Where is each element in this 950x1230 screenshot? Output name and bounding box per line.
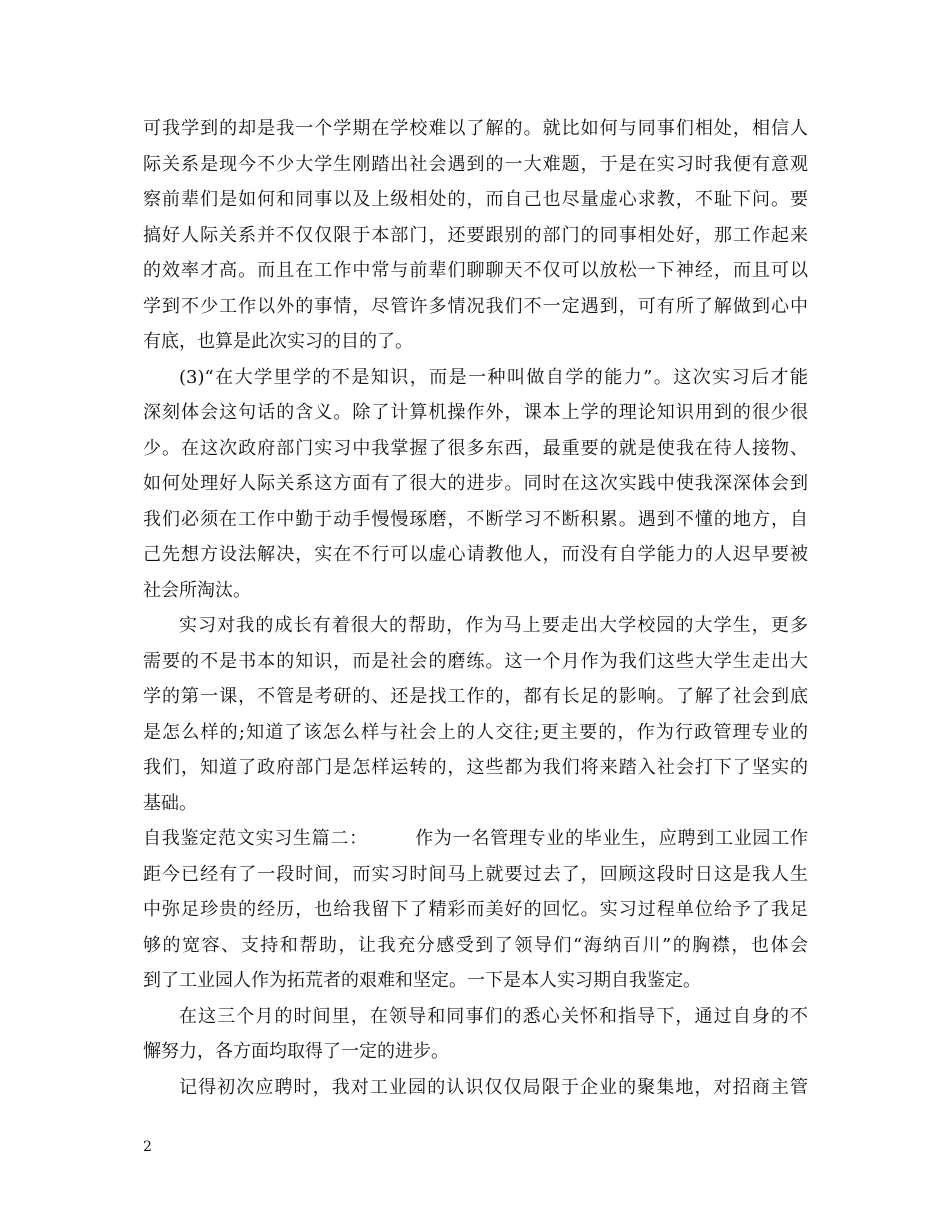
text-line: 可我学到的却是我一个学期在学校难以了解的。就比如何与同事们相处，相信人 [143,118,808,139]
document-body [143,111,808,1105]
text-line: 我们，知道了政府部门是怎样运转的，这些都为我们将来踏入社会打下了坚实的 [143,757,808,778]
text-line: 是怎么样的;知道了该怎么样与社会上的人交往;更主要的，作为行政管理专业的 [143,721,808,743]
text-line: 到了工业园人作为拓荒者的艰难和坚定。一下是本人实习期自我鉴定。 [143,970,701,991]
text-line: 的效率才高。而且在工作中常与前辈们聊聊天不仅可以放松一下神经，而且可以 [143,260,808,281]
text-line: 社会所淘汰。 [143,579,251,601]
text-line: 在这三个月的时间里，在领导和同事们的悉心关怀和指导下，通过自身的不 [179,1005,808,1027]
text-line: 际关系是现今不少大学生刚踏出社会遇到的一大难题，于是在实习时我便有意观 [143,153,808,175]
text-line: 察前辈们是如何和同事以及上级相处的，而自己也尽量虚心求教，不耻下问。要 [143,189,808,210]
text-line: 少。在这次政府部门实习中我掌握了很多东西，最重要的就是使我在待人接物、 [143,437,808,459]
text-line: 己先想方设法解决，实在不行可以虚心请教他人，而没有自学能力的人迟早要被 [143,544,808,565]
text-line: 记得初次应聘时，我对工业园的认识仅仅局限于企业的聚集地，对招商主管 [179,1076,808,1098]
text-line: 实习对我的成长有着很大的帮助，作为马上要走出大学校园的大学生，更多 [179,615,808,636]
text-line: 够的宽容、支持和帮助，让我充分感受到了领导们“海纳百川”的胸襟，也体会 [143,934,808,956]
text-line: 懈努力，各方面均取得了一定的进步。 [143,1041,449,1062]
page-number: 2 [143,1139,152,1155]
text-line: 中弥足珍贵的经历，也给我留下了精彩而美好的回忆。实习过程单位给予了我足 [143,899,808,920]
text-line: 自我鉴定范文实习生篇二： 作为一名管理专业的毕业生，应聘到工业园工作 [143,828,808,849]
text-line: (3)“在大学里学的不是知识，而是一种叫做自学的能力”。这次实习后才能 [179,366,808,388]
text-line: 距今已经有了一段时间，而实习时间马上就要过去了，回顾这段时日这是我人生 [143,863,808,885]
text-line: 深刻体会这句话的含义。除了计算机操作外，课本上学的理论知识用到的很少很 [143,402,808,423]
text-line: 搞好人际关系并不仅仅限于本部门，还要跟别的部门的同事相处好，那工作起来 [143,224,808,246]
text-line: 学的第一课，不管是考研的、还是找工作的，都有长足的影响。了解了社会到底 [143,686,808,707]
text-line: 基础。 [143,792,197,814]
text-line: 有底，也算是此次实习的目的了。 [143,331,413,352]
text-line: 需要的不是书本的知识，而是社会的磨练。这一个月作为我们这些大学生走出大 [143,650,808,672]
text-line: 学到不少工作以外的事情，尽管许多情况我们不一定遇到，可有所了解做到心中 [143,295,808,317]
text-line: 我们必须在工作中勤于动手慢慢琢磨，不断学习不断积累。遇到不懂的地方，自 [143,508,808,530]
text-line: 如何处理好人际关系这方面有了很大的进步。同时在这次实践中使我深深体会到 [143,473,808,494]
